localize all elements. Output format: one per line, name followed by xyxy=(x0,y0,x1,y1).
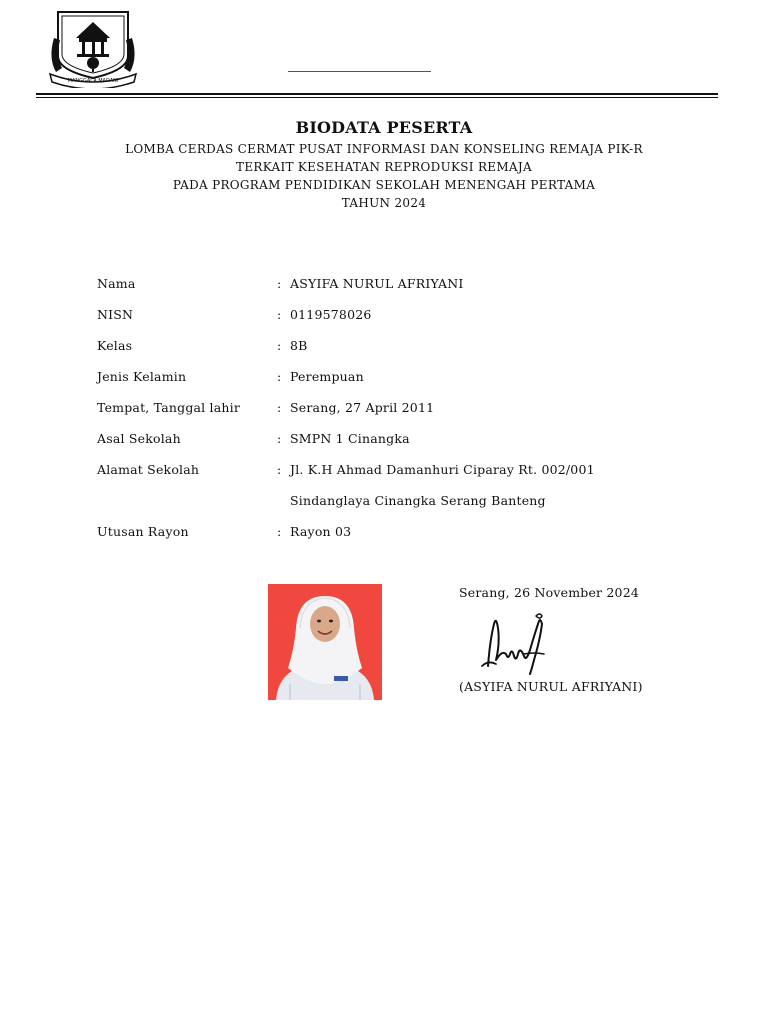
field-value: 8B xyxy=(290,338,308,353)
field-label: NISN xyxy=(97,307,134,322)
field-label: Nama xyxy=(97,276,136,291)
signer-name: (ASYIFA NURUL AFRIYANI) xyxy=(459,679,643,694)
field-value: Serang, 27 April 2011 xyxy=(290,400,435,415)
svg-text:MANGGALA MADANI: MANGGALA MADANI xyxy=(67,78,119,84)
field-colon: : xyxy=(277,307,282,322)
header-rule xyxy=(36,93,718,95)
field-colon: : xyxy=(277,369,282,384)
field-colon: : xyxy=(277,338,282,353)
field-label: Tempat, Tanggal lahir xyxy=(97,400,241,415)
header-rule-thin xyxy=(36,97,718,98)
blank-link-underline xyxy=(288,71,431,72)
field-value: Perempuan xyxy=(290,369,364,384)
crest-icon xyxy=(46,8,140,88)
signature-icon xyxy=(478,610,560,680)
field-value: Jl. K.H Ahmad Damanhuri Ciparay Rt. 002/001 xyxy=(290,462,595,477)
field-colon: : xyxy=(277,524,282,539)
field-value: ASYIFA NURUL AFRIYANI xyxy=(290,276,464,291)
field-label: Kelas xyxy=(97,338,133,353)
field-value-continuation: Sindanglaya Cinangka Serang Banteng xyxy=(290,493,546,508)
field-colon: : xyxy=(277,431,282,446)
document-title: BIODATA PESERTA xyxy=(295,118,473,137)
subtitle-line-3: PADA PROGRAM PENDIDIKAN SEKOLAH MENENGAH PERTAMA xyxy=(172,178,596,192)
field-value: Rayon 03 xyxy=(290,524,352,539)
field-colon: : xyxy=(277,400,282,415)
field-colon: : xyxy=(277,276,282,291)
field-label: Alamat Sekolah xyxy=(97,462,200,477)
field-colon: : xyxy=(277,462,282,477)
field-label: Asal Sekolah xyxy=(97,431,181,446)
place-date: Serang, 26 November 2024 xyxy=(459,585,640,600)
participant-photo xyxy=(268,584,382,700)
field-label: Jenis Kelamin xyxy=(97,369,187,384)
field-label: Utusan Rayon xyxy=(97,524,189,539)
field-value: SMPN 1 Cinangka xyxy=(290,431,410,446)
subtitle-line-4: TAHUN 2024 xyxy=(341,196,427,210)
subtitle-line-2: TERKAIT KESEHATAN REPRODUKSI REMAJA xyxy=(236,160,532,174)
field-value: 0119578026 xyxy=(290,307,372,322)
subtitle-line-1: LOMBA CERDAS CERMAT PUSAT INFORMASI DAN KONSELING REMAJA PIK-R xyxy=(125,142,643,156)
